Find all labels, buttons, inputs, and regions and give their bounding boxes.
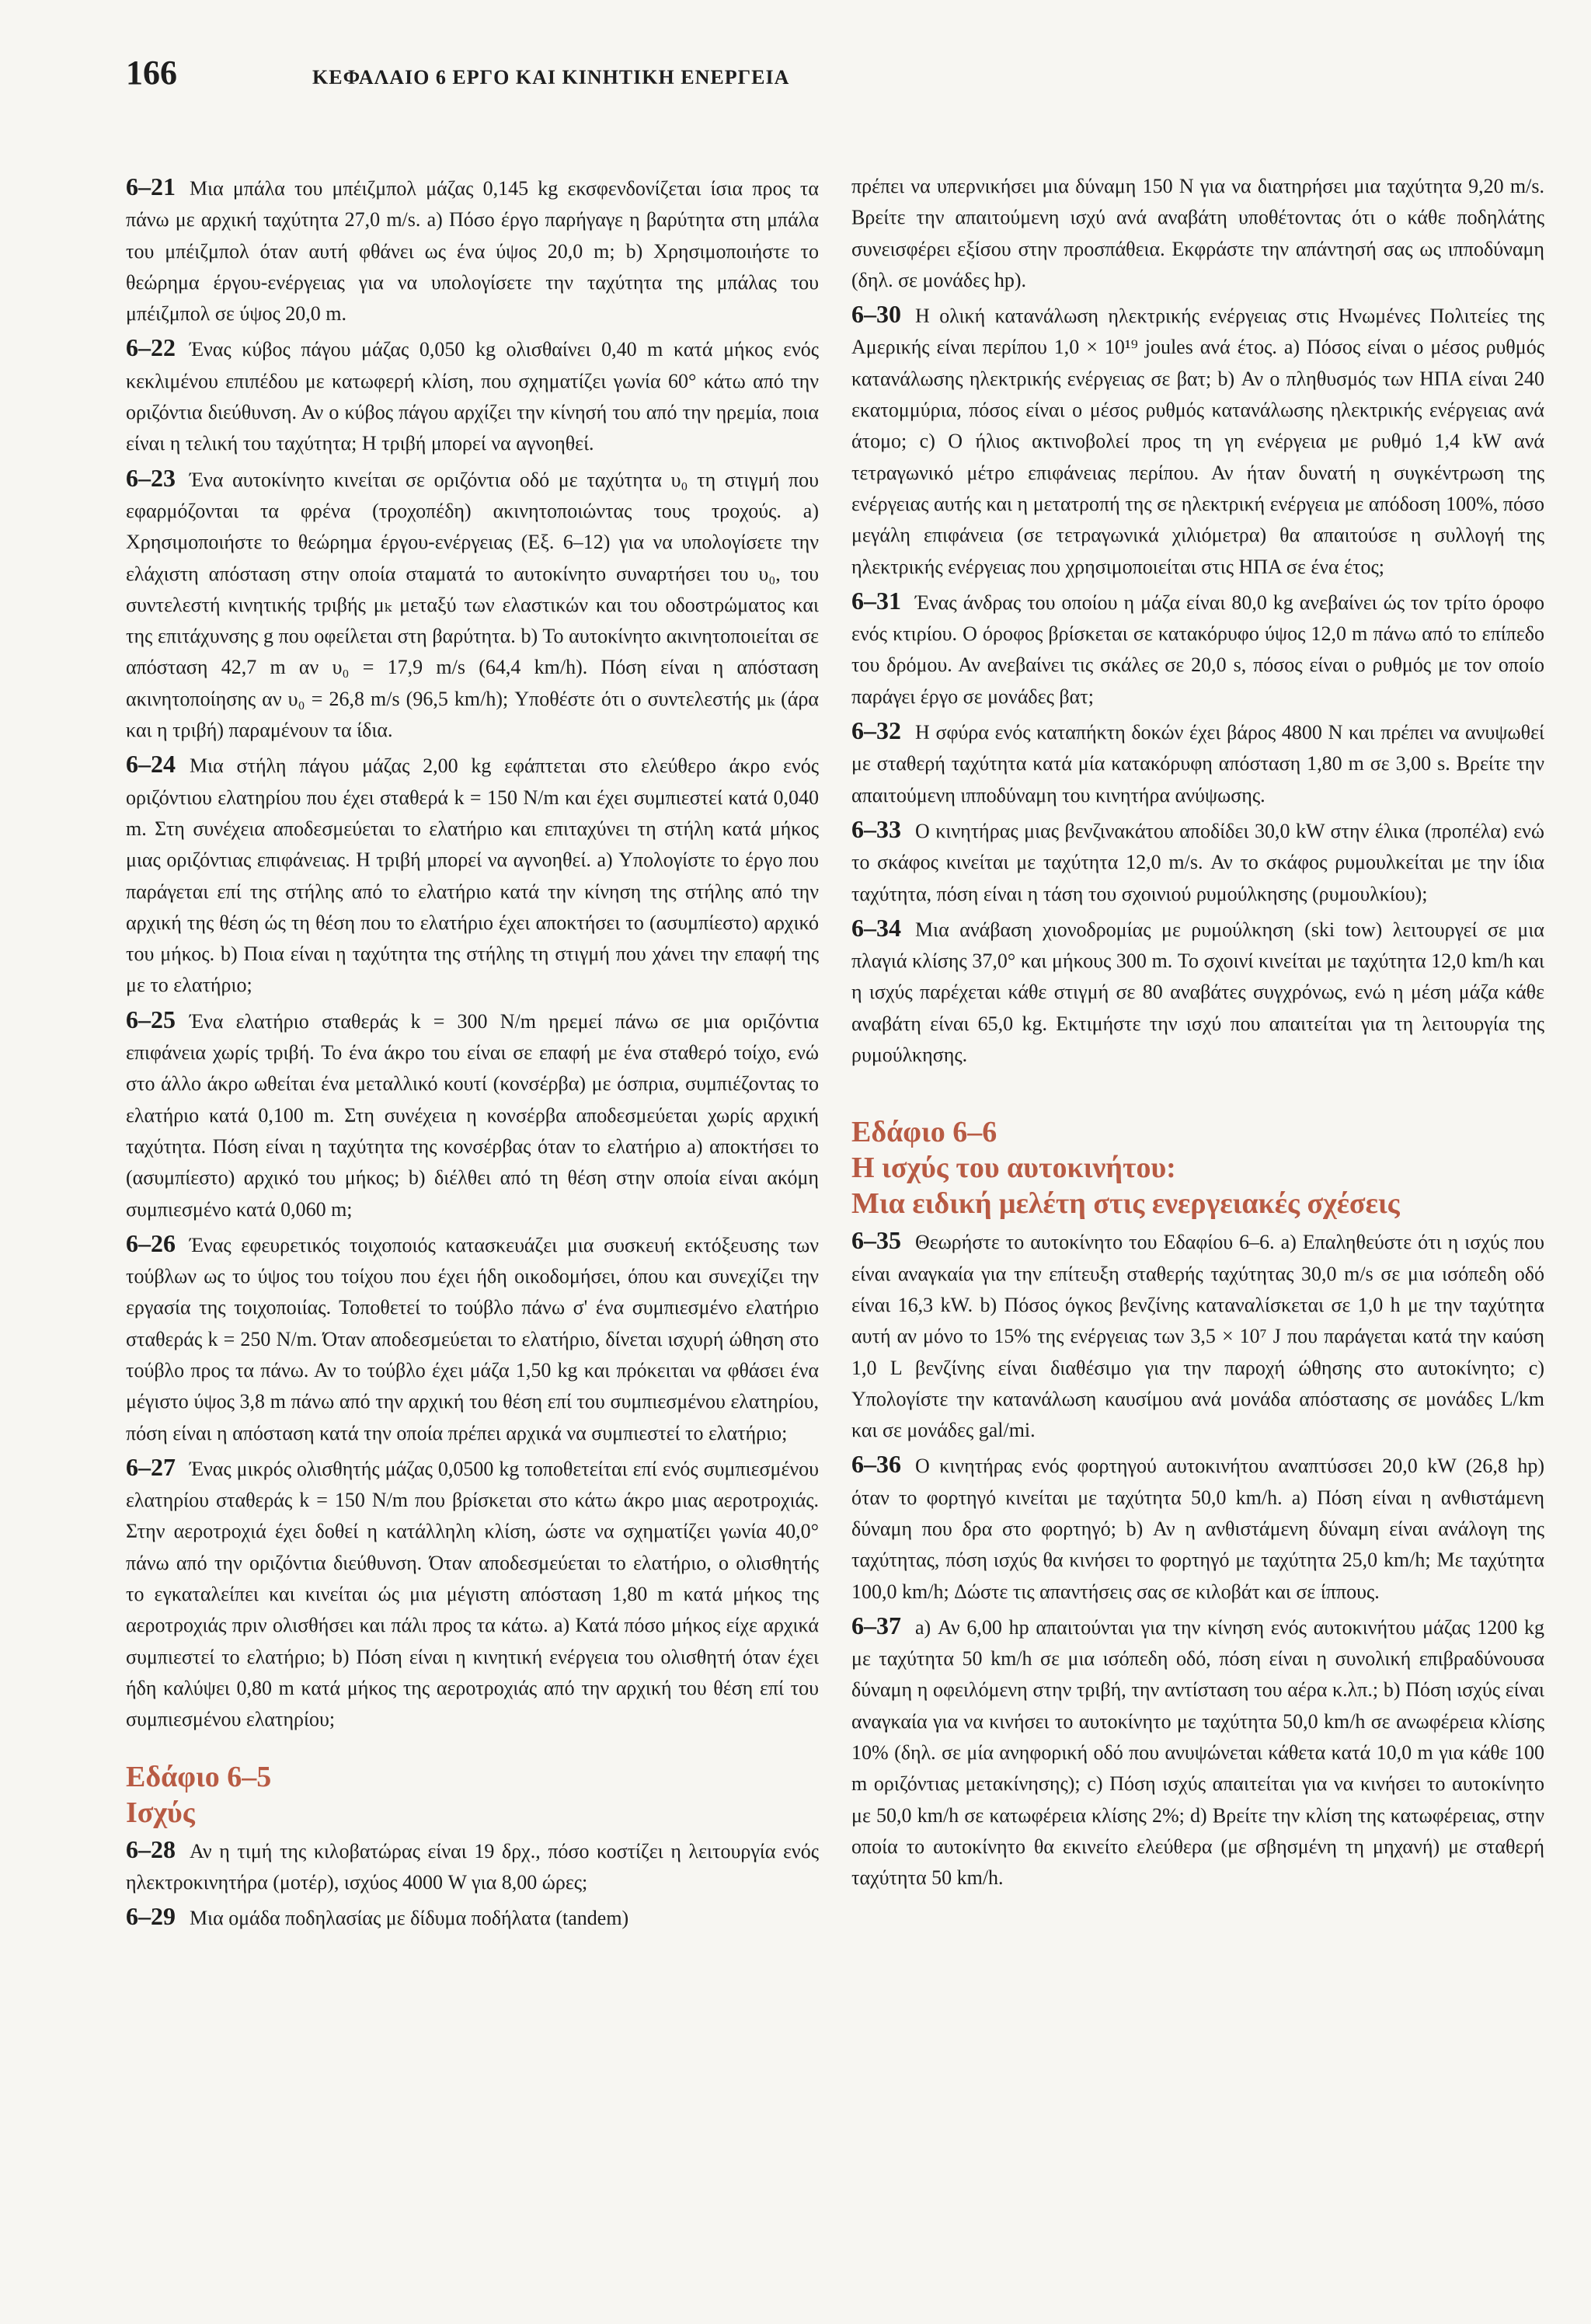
problem-6-27 [126,1451,819,1736]
problem-text: Μια μπάλα του μπέιζμπολ μάζας 0,145 kg εκσφενδονίζεται ίσια προς τα πάνω με αρχική ταχύτητα 27,0 m/s. a) Πόσο έργο παρήγαγε η βαρύτητα στη μπάλα του μπέιζμπολ όταν αυτή φθάνει ως ένα ύψος 20,0 m; b) Χρησιμοποιήστε το θεώρημα έργου-ενέργειας για να υπολογίσετε την ταχύτητα της μπάλας του μπέιζμπολ σε ύψος 20,0 m. [126,177,819,326]
problem-6-24 [126,748,819,1001]
problem-number: 6–30 [851,300,901,329]
problem-number: 6–28 [126,1834,176,1863]
problem-number: 6–33 [851,814,901,843]
problem-text: Η σφύρα ενός καταπήκτη δοκών έχει βάρος 4800 N και πρέπει να ανυψωθεί με σταθερή ταχύτητα κατά μία κατακόρυφη απόσταση 1,80 m σε 3,00 s. Βρείτε την απαιτούμενη ιπποδύναμη του κινητήρα ανύψωσης. [851,721,1544,807]
right-column [851,171,1544,1897]
problem-6-33 [851,814,1544,910]
problem-text: Ένα ελατήριο σταθεράς k = 300 N/m ηρεμεί πάνω σε μια οριζόντια επιφάνεια χωρίς τριβή. Το ένα άκρο του είναι σε επαφή με ένα σταθερό τοίχο, ενώ στο άλλο άκρο ωθείται ένα μεταλλικό κουτί (κονσέρβα) με όσπρια, συμπιέζοντας το ελατήριο κατά 0,100 m. Στη συνέχεια η κονσέρβα αποδεσμεύεται χωρίς αρχική ταχύτητα. Πόση είναι η ταχύτητα της κονσέρβας όταν το ελατήριο a) αποκτήσει το (ασυμπίεστο) αρχικό του μήκος; b) διέλθει από τη θέση στην οποία είναι ακόμη συμπιεσμένο κατά 0,060 m; [126,1009,819,1221]
section-heading-6-5 [126,1759,819,1831]
problem-text: a) Αν 6,00 hp απαιτούνται για την κίνηση ενός αυτοκινήτου μάζας 1200 kg με ταχύτητα 50 km/h σε μια ισόπεδη οδό, πόση είναι η συνολική επιβραδύνουσα δύναμη η οφειλόμενη στην τριβή, την αντίσταση του αέρα κ.λπ.; b) Πόση ισχύς είναι αναγκαία για να κινήσει το αυτοκίνητο με ταχύτητα 50,0 km/h σε ανωφέρεια κλίσης 10% (δηλ. σε μία ανηφορική οδό που ανυψώνεται κάθετα κατά 10,0 m για κάθε 100 m οριζόντιας μετακίνησης); c) Πόση ισχύς απαιτείται για να κινήσει το αυτοκίνητο με 50,0 km/h σε κατωφέρεια κλίσης 2%; d) Βρείτε την κλίση της κατωφέρειας, στην οποία το αυτοκίνητο θα εκινείτο ελεύθερα (με σβησμένη τη μηχανή) με σταθερή ταχύτητα 50 km/h. [851,1615,1544,1890]
problem-text: Η ολική κατανάλωση ηλεκτρικής ενέργειας στις Ηνωμένες Πολιτείες της Αμερικής είναι περίπου 1,0 × 10¹⁹ joules ανά έτος. a) Πόσος είναι ο μέσος ρυθμός κατανάλωσης ηλεκτρικής ενέργειας σε βατ; b) Αν ο πληθυσμός των ΗΠΑ είναι 240 εκατομμύρια, πόσος είναι ο μέσος ρυθμός κατανάλωσης ηλεκτρικής ενέργειας ανά άτομο; c) Ο ήλιος ακτινοβολεί προς τη γη ενέργεια με ρυθμό 1,4 kW ανά τετραγωνικό μέτρο επιφάνειας περίπου. Αν ήταν δυνατή η συγκέντρωση της ενέργειας αυτής και η μετατροπή της σε ηλεκτρική ενέργεια με απόδοση 100%, πόσο μεγάλη επιφάνεια (σε τετραγωνικά χιλιόμετρα) θα απαιτούσε η συλλογή της ηλεκτρικής ενέργειας που χρησιμοποιείται στις ΗΠΑ σε ένα έτος; [851,305,1544,578]
problem-number: 6–37 [851,1611,901,1639]
problem-number: 6–32 [851,716,901,745]
problem-number: 6–25 [126,1005,176,1033]
problem-6-28 [126,1834,819,1899]
problem-6-32 [851,715,1544,811]
section-subtitle: Μια ειδική μελέτη στις ενεργειακές σχέσεις [851,1187,1400,1221]
problem-6-22 [126,332,819,459]
problem-6-26 [126,1228,819,1449]
problem-text: Ένα αυτοκίνητο κινείται σε οριζόντια οδό με ταχύτητα υ₀ τη στιγμή που εφαρμόζονται τα φρένα (τροχοπέδη) ακινητοποιώντας τους τροχούς. a) Χρησιμοποιήστε το θεώρημα έργου-ενέργειας (Εξ. 6–12) για να υπολογίσετε την ελάχιστη απόσταση στην οποία σταματά το αυτοκίνητο συναρτήσει του υ₀, του συντελεστή κινητικής τριβής μₖ μεταξύ των ελαστικών και του οδοστρώματος και της επιτάχυνσης g που οφείλεται στη βαρύτητα. b) Το αυτοκίνητο ακινητοποιείται σε απόσταση 42,7 m αν υ₀ = 17,9 m/s (64,4 km/h). Πόση είναι η απόσταση ακινητοποίησης αν υ₀ = 26,8 m/s (96,5 km/h); Υποθέστε ότι ο συντελεστής μₖ (άρα και η τριβή) παραμένουν τα ίδια. [126,468,819,742]
problem-6-23 [126,462,819,747]
section-title: Η ισχύς του αυτοκινήτου: [851,1152,1176,1185]
problem-text: Μια ανάβαση χιονοδρομίας με ρυμούλκηση (ski tow) λειτουργεί σε μια πλαγιά κλίσης 37,0° και μήκους 300 m. Το σχοινί κινείται με ταχύτητα 12,0 km/h και η ισχύς παρέχεται κάθε στιγμή σε 80 αναβάτες συγχρόνως, ενώ η μέση μάζα κάθε αναβάτη είναι 65,0 kg. Εκτιμήστε την ισχύ που απαιτείται για τη λειτουργία της ρυμούλκησης. [851,918,1544,1067]
problem-text: Θεωρήστε το αυτοκίνητο του Εδαφίου 6–6. a) Επαληθεύστε ότι η ισχύς που είναι αναγκαία για την επίτευξη σταθερής ταχύτητας 30,0 m/s σε μια ισόπεδη οδό είναι 16,3 kW. b) Πόσος όγκος βενζίνης καταναλίσκεται σε 1,0 h με την ταχύτητα αυτή αν μόνο το 15% της ενέργειας των 3,5 × 10⁷ J που παράγεται κατά την καύση 1,0 L βενζίνης είναι διαθέσιμο για την παροχή ώθησης στο αυτοκίνητο; c) Υπολογίστε την κατανάλωση καυσίμου ανά μονάδα απόστασης σε μονάδες L/km και σε μονάδες gal/mi. [851,1231,1544,1442]
problem-6-29-continued: πρέπει να υπερνικήσει μια δύναμη 150 N για να διατηρήσει μια ταχύτητα 9,20 m/s. Βρείτε την απαιτούμενη ισχύ ανά αναβάτη υποθέτοντας ότι ο κάθε ποδηλάτης συνεισφέρει εξίσου στην προσπάθεια. Εκφράστε την απάντησή σας ως ιπποδύναμη (δηλ. σε μονάδες hp). [851,175,1544,291]
left-column [126,171,819,1936]
problem-text: Μια στήλη πάγου μάζας 2,00 kg εφάπτεται στο ελεύθερο άκρο ενός οριζόντιου ελατηρίου που έχει σταθερά k = 150 N/m και έχει συμπιεστεί κατά 0,040 m. Στη συνέχεια αποδεσμεύεται το ελατήριο και επιταχύνει τη στήλη κατά μήκος μιας οριζόντιας επιφάνειας. Η τριβή μπορεί να αγνοηθεί. a) Υπολογίστε το έργο που παράγεται επί της στήλης από το ελατήριο κατά την κίνηση της στήλης από την αρχική της θέση ώς τη θέση που το ελατήριο έχει αποκτήσει το (ασυμπίεστο) αρχικό του μήκος. b) Ποια είναι η ταχύτητα της στήλης τη στιγμή που χάνει την επαφή της με το ελατήριο; [126,754,819,997]
problem-text: Ένας άνδρας του οποίου η μάζα είναι 80,0 kg ανεβαίνει ώς τον τρίτο όροφο ενός κτιρίου. Ο όροφος βρίσκεται σε κατακόρυφο ύψος 12,0 m πάνω από το επίπεδο του δρόμου. Αν ανεβαίνει τις σκάλες σε 20,0 s, πόσος είναι ο ρυθμός με τον οποίο παράγει έργο σε μονάδες βατ; [851,591,1544,708]
problem-text: Ένας κύβος πάγου μάζας 0,050 kg ολισθαίνει 0,40 m κατά μήκος ενός κεκλιμένου επιπέδου με κατωφερή κλίση, που σχηματίζει γωνία 60° κάτω από την οριζόντια διεύθυνση. Αν ο κύβος πάγου αρχίζει την κίνησή του από την ηρεμία, ποια είναι η τελική του ταχύτητα; Η τριβή μπορεί να αγνοηθεί. [126,338,819,455]
section-title: Ισχύς [126,1796,195,1829]
problem-text: Ένας μικρός ολισθητής μάζας 0,0500 kg τοποθετείται επί ενός συμπιεσμένου ελατηρίου σταθεράς k = 150 N/m που βρίσκεται στο κάτω άκρο μιας αεροτροχιάς. Στην αεροτροχιά έχει δοθεί η κατάλληλη κλίση, ώστε να σχηματίζει γωνία 40,0° πάνω από την οριζόντια διεύθυνση. Όταν αποδεσμεύεται το ελατήριο, ο ολισθητής το εγκαταλείπει και κινείται ώς μια μέγιστη απόσταση 1,80 m κατά μήκος της αεροτροχιάς πριν ολισθήσει και πάλι προς τα κάτω. a) Κατά πόσο μήκος είχε αρχικά συμπιεστεί το ελατήριο; b) Πόση είναι η κινητική ενέργεια του ολισθητή όταν έχει ήδη καλύψει 0,80 m κατά μήκος της αεροτροχιάς από την αρχική του θέση επί του συμπιεσμένου ελατηρίου; [126,1457,819,1731]
section-number: Εδάφιο 6–6 [851,1116,997,1149]
problem-number: 6–36 [851,1450,901,1479]
page-header [126,53,1493,99]
problem-number: 6–26 [126,1228,176,1257]
problem-6-37 [851,1610,1544,1894]
problem-number: 6–35 [851,1226,901,1255]
problem-6-34 [851,912,1544,1071]
problem-text: Ο κινητήρας μιας βενζινακάτου αποδίδει 30,0 kW στην έλικα (προπέλα) ενώ το σκάφος κινείται με ταχύτητα 12,0 m/s. Αν το σκάφος ρυμουλκείται με την ίδια ταχύτητα, πόση είναι η τάση του σχοινιού ρυμούλκησης (ρυμουλκίου); [851,819,1544,905]
page-number: 166 [126,54,177,92]
problem-number: 6–22 [126,333,176,362]
problem-6-21 [126,171,819,329]
problem-number: 6–29 [126,1902,176,1931]
problem-6-35 [851,1225,1544,1446]
problem-number: 6–34 [851,913,901,942]
problem-text: Ο κινητήρας ενός φορτηγού αυτοκινήτου αναπτύσσει 20,0 kW (26,8 hp) όταν το φορτηγό κινείται με ταχύτητα 50,0 km/h. a) Πόση είναι η ανθιστάμενη δύναμη που δρα στο φορτηγό; b) Αν η ανθιστάμενη δύναμη είναι ανάλογη της ταχύτητας, πόση ισχύς θα κινήσει το φορτηγό με ταχύτητα 25,0 km/h; Με ταχύτητα 100,0 km/h; Δώστε τις απαντήσεις σας σε κιλοβάτ και σε ίππους. [851,1455,1544,1603]
problem-number: 6–23 [126,463,176,492]
problem-text: Μια ομάδα ποδηλασίας με δίδυμα ποδήλατα (tandem) [190,1907,629,1930]
problem-6-36 [851,1448,1544,1607]
section-heading-6-6 [851,1114,1544,1221]
problem-text: Ένας εφευρετικός τοιχοποιός κατασκευάζει μια συσκευή εκτόξευσης των τούβλων ως το ύψος του τοίχου που έχει ήδη οικοδομήσει, όπου και συνεχίζει την εργασία της τοιχοποιίας. Τοποθετεί το τούβλο πάνω σ' ένα συμπιεσμένο ελατήριο σταθεράς k = 250 N/m. Όταν αποδεσμεύεται το ελατήριο, δίνεται ισχυρή ώθηση στο τούβλο προς τα πάνω. Αν το τούβλο έχει μάζα 1,50 kg και πρόκειται να φθάσει ένα μέγιστο ύψος 3,8 m πάνω από την αρχική του θέση επί του συμπιεσμένου ελατηρίου, πόση είναι η απόσταση κατά την οποία πρέπει αρχικά να συμπιεστεί το ελατήριο; [126,1233,819,1444]
problem-number: 6–21 [126,172,176,200]
chapter-title: ΚΕΦΑΛΑΙΟ 6 ΕΡΓΟ ΚΑΙ ΚΙΝΗΤΙΚΗ ΕΝΕΡΓΕΙΑ [312,66,790,89]
problem-text: Αν η τιμή της κιλοβατώρας είναι 19 δρχ., πόσο κοστίζει η λειτουργία ενός ηλεκτροκινητήρα (μοτέρ), ισχύος 4000 W για 8,00 ώρες; [126,1839,819,1894]
problem-number: 6–27 [126,1452,176,1481]
section-number: Εδάφιο 6–5 [126,1760,272,1793]
problem-6-31 [851,585,1544,713]
problem-6-29 [126,1901,819,1934]
problem-number: 6–24 [126,750,176,779]
problem-6-30 [851,298,1544,583]
problem-6-25 [126,1004,819,1225]
problem-number: 6–31 [851,586,901,615]
